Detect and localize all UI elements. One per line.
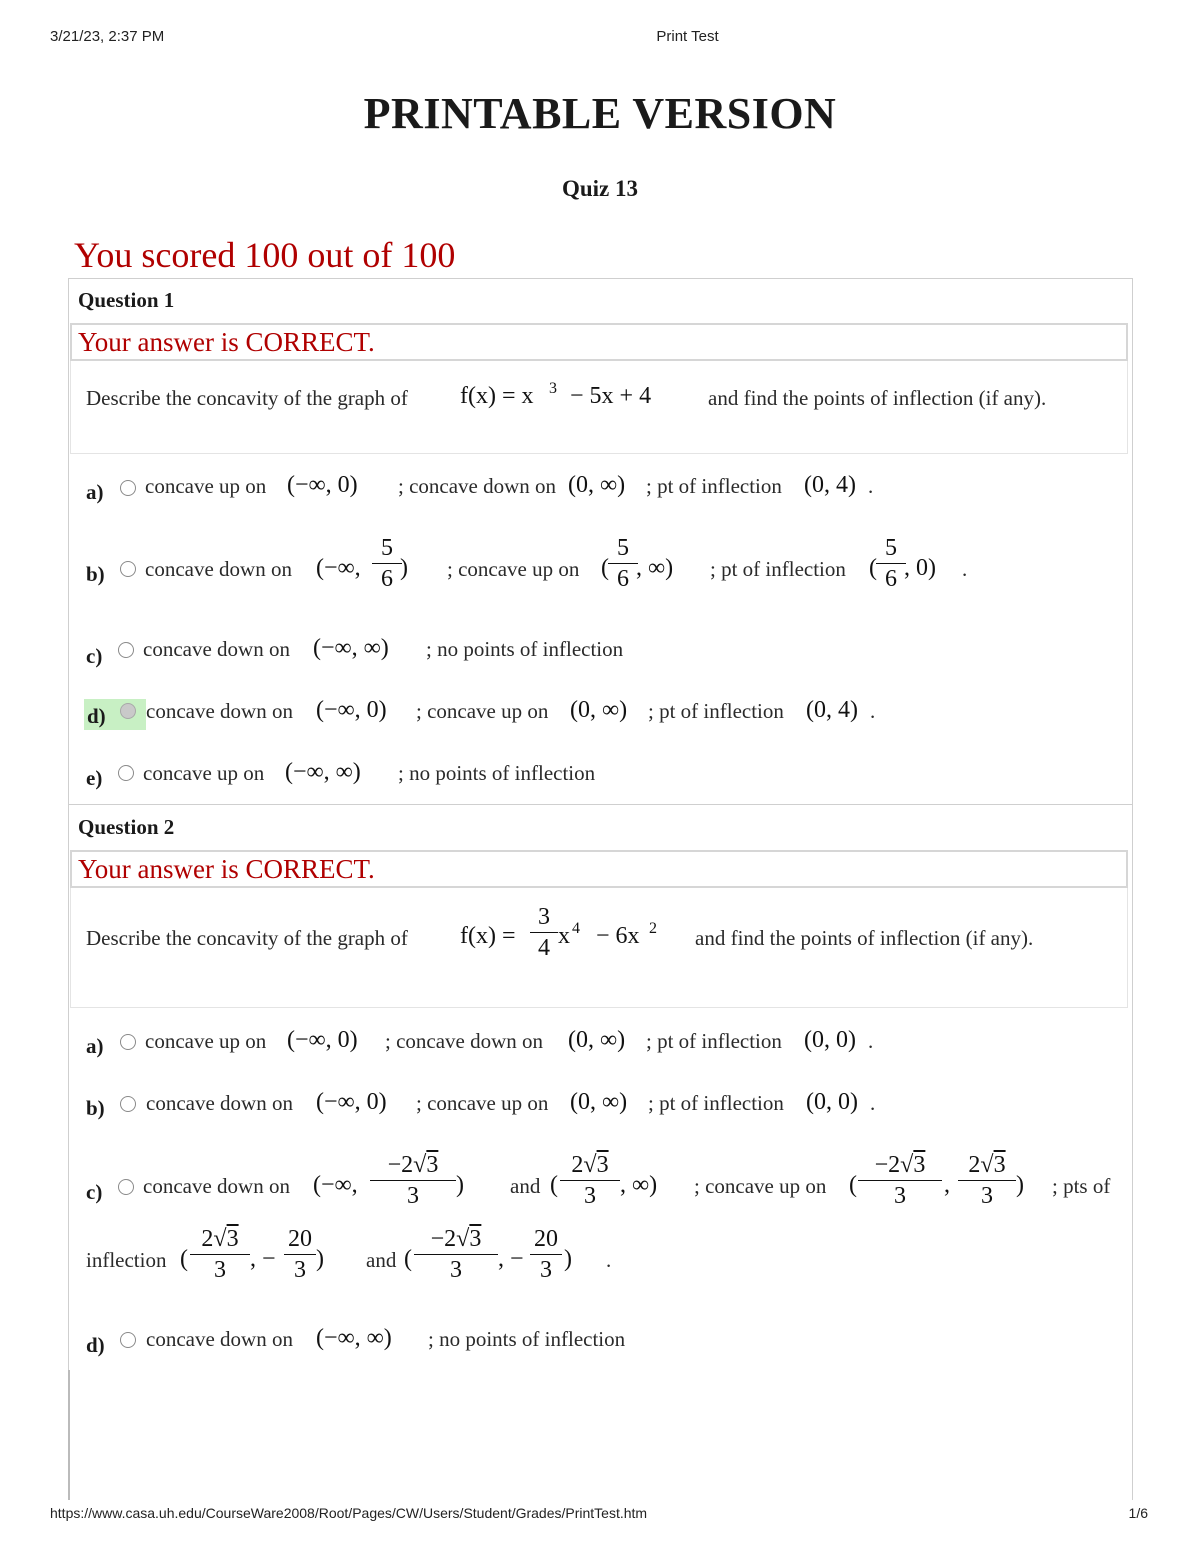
question-2-variable: x [558,923,570,949]
question-2-function-lhs: f(x) = [460,923,516,949]
option-period: . [868,474,874,498]
option-label: b) [86,1096,105,1120]
option-interval: (−∞, ∞) [313,635,389,661]
option-comma: , [944,1172,950,1198]
radio-button[interactable] [120,1332,136,1348]
option-period: . [962,557,968,581]
option-label: e) [86,766,103,790]
question-2-prompt-text: Describe the concavity of the graph of [86,926,408,950]
option-text: and [510,1174,541,1198]
option-interval-start: (−∞, [313,1172,358,1198]
option-text: concave up on [145,1029,267,1053]
questions-frame-left [68,278,69,1500]
questions-frame-top [68,278,1132,279]
question-1-exponent: 3 [549,380,557,397]
radio-button[interactable] [120,1034,136,1050]
print-page-title: Print Test [656,28,719,45]
option-text: ; concave up on [447,557,580,581]
fraction: 5 6 [372,534,402,593]
quiz-name: Quiz 13 [561,176,639,201]
option-text: ; pt of inflection [648,1091,784,1115]
option-point: (0, 4) [804,472,856,498]
question-2-heading: Question 2 [78,815,175,839]
question-2-exponent: 4 [572,920,580,937]
question-2-prompt-end: and find the points of inflection (if any). [695,926,1034,950]
fraction: 2√3 3 [560,1151,620,1210]
fraction: 20 3 [284,1225,316,1284]
fraction: −2√3 3 [858,1151,942,1210]
questions-frame-left-shadow [68,1370,70,1500]
question-1-result: Your answer is CORRECT. [78,327,375,357]
option-point: (0, 0) [806,1089,858,1115]
option-period: . [870,699,876,723]
fraction: −2√3 3 [370,1151,456,1210]
question-2-result-box [70,850,1128,888]
option-comma: , − [498,1246,524,1272]
option-interval: (−∞, ∞) [316,1325,392,1351]
option-paren: ( [869,555,877,581]
question-2-function-rest: − 6x [596,923,640,949]
option-paren: ( [849,1172,857,1198]
option-interval: (0, ∞) [570,1089,628,1115]
option-comma: , − [250,1246,276,1272]
option-text: concave down on [143,1174,290,1198]
option-period: . [606,1248,612,1272]
option-text: ; concave up on [694,1174,827,1198]
option-text: ; pt of inflection [710,557,846,581]
option-text: concave up on [145,474,267,498]
print-page-number: 1/6 [1128,1505,1148,1521]
fraction: 2√3 3 [958,1151,1016,1210]
option-text: ; no points of inflection [428,1327,626,1351]
radio-button[interactable] [120,480,136,496]
option-text: concave down on [146,1327,293,1351]
option-text: ; pt of inflection [648,699,784,723]
option-paren: ( [550,1172,558,1198]
radio-button[interactable] [120,1096,136,1112]
print-timestamp: 3/21/23, 2:37 PM [50,28,165,45]
option-label: a) [86,480,104,504]
option-label: a) [86,1034,104,1058]
option-label: b) [86,562,105,586]
question-1-function: f(x) = x [460,383,534,409]
option-interval: (−∞, 0) [316,697,387,723]
fraction: 5 6 [876,534,906,593]
print-url: https://www.casa.uh.edu/CourseWare2008/Root/Pages/CW/Users/Student/Grades/PrintTest.htm [50,1505,648,1521]
option-paren: ( [404,1246,412,1272]
option-interval: (0, ∞) [570,697,628,723]
option-label: d) [87,704,106,728]
option-paren: ) [316,1246,324,1272]
score-text: You scored 100 out of 100 [74,235,456,275]
radio-button[interactable] [118,642,134,658]
option-text: concave up on [143,761,265,785]
option-interval: (−∞, 0) [316,1089,387,1115]
option-paren: ( [601,555,609,581]
option-interval: (0, ∞) [568,1027,626,1053]
option-paren: ( [180,1246,188,1272]
fraction: 20 3 [530,1225,562,1284]
option-point: (0, 0) [804,1027,856,1053]
option-paren: ) [1016,1172,1024,1198]
option-interval-end: , ∞) [636,555,674,581]
option-text: ; no points of inflection [398,761,596,785]
option-text: concave down on [145,557,292,581]
question-1-result-box [70,323,1128,361]
question-1-prompt-text: Describe the concavity of the graph of [86,386,408,410]
fraction: 2√3 3 [190,1225,250,1284]
option-period: . [870,1091,876,1115]
option-label: d) [86,1333,105,1357]
radio-button[interactable] [120,561,136,577]
option-text: ; concave down on [385,1029,544,1053]
option-text: and [366,1248,397,1272]
option-interval-start: (−∞, [316,555,361,581]
fraction: 5 6 [608,534,638,593]
radio-button[interactable] [118,1179,134,1195]
radio-button-selected[interactable] [120,703,136,719]
option-interval: (−∞, 0) [287,1027,358,1053]
radio-button[interactable] [118,765,134,781]
question-1-function-rest: − 5x + 4 [570,383,652,409]
fraction: −2√3 3 [414,1225,498,1284]
option-interval: (0, ∞) [568,472,626,498]
option-interval-end: , ∞) [620,1172,658,1198]
question-separator [68,804,1132,805]
option-period: . [868,1029,874,1053]
option-interval: (−∞, ∞) [285,759,361,785]
page-title: PRINTABLE VERSION [363,89,837,138]
option-interval: (−∞, 0) [287,472,358,498]
option-paren: ) [564,1246,572,1272]
option-text: inflection [86,1248,167,1272]
question-1-heading: Question 1 [78,288,175,312]
option-text: ; concave up on [416,699,549,723]
option-text: ; no points of inflection [426,637,624,661]
option-point: (0, 4) [806,697,858,723]
option-text: ; concave up on [416,1091,549,1115]
option-text: concave down on [143,637,290,661]
question-2-exponent: 2 [649,920,657,937]
option-label: c) [86,644,103,668]
option-paren: ) [400,555,408,581]
option-point-end: , 0) [904,555,936,581]
option-text: ; pt of inflection [646,474,782,498]
option-label: c) [86,1180,103,1204]
questions-frame-right [1132,278,1133,1500]
question-1-prompt-end: and find the points of inflection (if any). [708,386,1047,410]
fraction: 3 4 [530,903,558,962]
option-paren: ) [456,1172,464,1198]
question-2-result: Your answer is CORRECT. [78,854,375,884]
option-text: ; pt of inflection [646,1029,782,1053]
option-text: concave down on [146,1091,293,1115]
option-text: ; concave down on [398,474,557,498]
option-text: concave down on [146,699,293,723]
option-text: ; pts of [1052,1174,1111,1198]
